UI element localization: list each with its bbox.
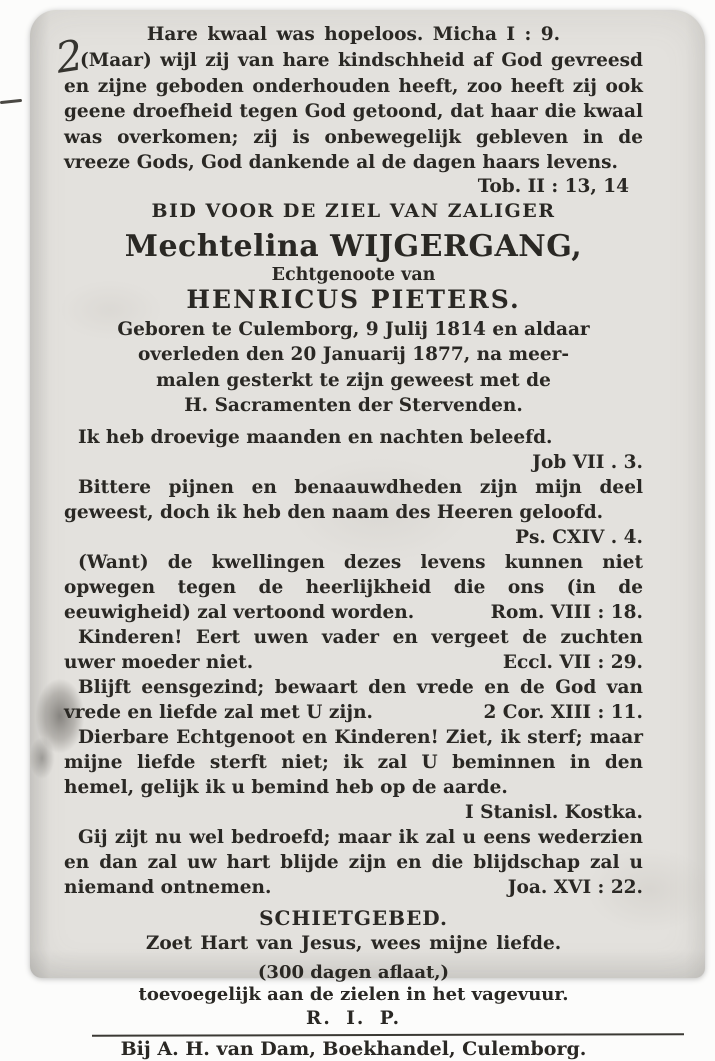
- verse-reference: Ps. CXIV . 4.: [515, 526, 643, 548]
- biography-block: [64, 317, 643, 419]
- verse-paragraph: [64, 550, 643, 625]
- verse-paragraph: [64, 475, 643, 550]
- memorial-prayer-card: [30, 10, 705, 1060]
- biography-line: overleden den 20 Januarij 1877, na meer-: [137, 344, 570, 365]
- biography-line: malen gesterkt te zijn geweest met de: [156, 369, 551, 391]
- verse-paragraph: [64, 725, 643, 825]
- verse-text: Kinderen! Eert uwen vader en vergeet de zuchten uwer moeder niet.: [64, 626, 643, 673]
- verse-reference: 2 Cor. XIII : 11.: [483, 701, 643, 723]
- deceased-name: Mechtelina WIJGERGANG,: [124, 228, 583, 264]
- biography-line: H. Sacramenten der Stervenden.: [184, 395, 523, 416]
- verse-paragraph: [64, 625, 643, 675]
- spouse-of-label: Echtgenoote van: [271, 264, 436, 285]
- epigraph-reference: Tob. II : 13, 14: [477, 175, 629, 197]
- suffrage-line: toevoegelijk aan de zielen in het vagevuur.: [138, 983, 569, 1005]
- verse-text: Blijft eensgezind; bewaart den vrede en de God van vrede en liefde zal met U zijn.: [64, 676, 643, 723]
- card-content: [30, 10, 705, 1061]
- epigraph-body: (Maar) wijl zij van hare kindschheid af God gevreesd en zijne geboden onderhouden heeft, zoo heeft zij ook geene droefheid tegen God getoond, dat haar die kwaal was overkomen; zij is onbewegelijk gebleven in de vreeze Gods, God dankende al de dagen haars levens.: [64, 50, 643, 173]
- indulgence-line: (300 dagen aflaat,): [257, 961, 450, 983]
- prayer-line: Zoet Hart van Jesus, wees mijne liefde.: [145, 932, 562, 954]
- verse-reference: Joa. XVI : 22.: [507, 876, 643, 898]
- verse-reference: I Stanisl. Kostka.: [464, 801, 643, 823]
- epigraph-opening-line: Hare kwaal was hopeloos. Micha I : 9.: [146, 24, 561, 45]
- rip-line: R. I. P.: [305, 1007, 402, 1029]
- printer-imprint: Bij A. H. van Dam, Boekhandel, Culemborg.: [120, 1037, 587, 1060]
- verse-text: Gij zijt nu wel bedroefd; maar ik zal u eens wederzien en dan zal uw hart blijde zijn en die blijdschap zal u niemand ontnemen.: [64, 826, 643, 898]
- verse-text: Ik heb droevige maanden en nachten beleefd.: [78, 426, 553, 448]
- verse-reference: Eccl. VII : 29.: [502, 651, 643, 673]
- verse-reference: Rom. VIII : 18.: [490, 601, 643, 623]
- verse-text: Bittere pijnen en benaauwdheden zijn mijn deel geweest, doch ik heb den naam des Heeren geloofd.: [64, 476, 643, 523]
- invocation-line: BID VOOR DE ZIEL VAN ZALIGER: [151, 199, 556, 222]
- pen-dash-mark: [0, 99, 22, 104]
- verse-paragraph: [64, 825, 643, 900]
- prayer-title: SCHIETGEBED.: [259, 905, 448, 930]
- spouse-name: HENRICUS PIETERS.: [186, 284, 521, 314]
- verse-text: Dierbare Echtgenoot en Kinderen! Ziet, ik sterf; maar mijne liefde sterft niet; ik zal U beminnen in den hemel, gelijk ik u bemind heb op de aarde.: [64, 726, 643, 798]
- verse-paragraph: [64, 675, 643, 725]
- biography-line: Geboren te Culemborg, 9 Julij 1814 en aldaar: [117, 318, 590, 340]
- handwritten-number: 2: [52, 30, 87, 83]
- verse-reference: Job VII . 3.: [532, 451, 643, 473]
- scripture-verses-block: [64, 425, 643, 900]
- verse-paragraph: [64, 425, 643, 475]
- verse-text: (Want) de kwellingen dezes levens kunnen niet opwegen tegen de heerlijkheid die ons (in de eeuwigheid) zal vertoond worden.: [64, 551, 643, 623]
